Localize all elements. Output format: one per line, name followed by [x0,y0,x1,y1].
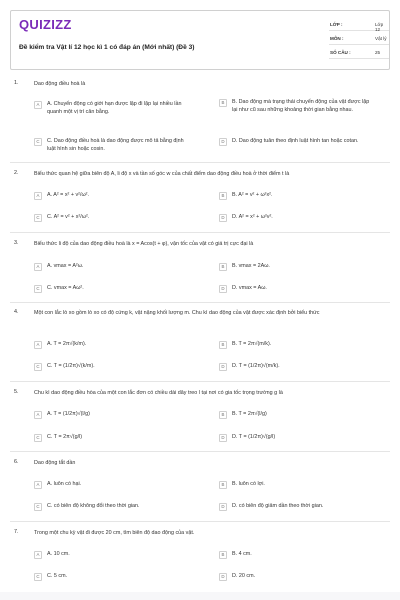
question-divider [10,451,390,452]
option-text: D. 20 cm. [232,573,256,579]
question-divider [10,232,390,233]
question-divider [10,521,390,522]
option-letter-box: B [219,341,227,349]
meta-row-class [329,17,389,31]
option-text: B. luôn có lợi. [232,481,265,487]
question-number: 6. [14,459,19,465]
option-text: A. vmax = A²ω. [47,263,84,269]
meta-row-count [329,45,389,59]
page-bottom-edge [0,592,400,600]
option-letter-box: C [34,138,42,146]
option-letter-box: C [34,285,42,293]
option-letter-box: A [34,192,42,200]
option-letter-box: A [34,481,42,489]
meta-key: MÔN : [330,36,344,41]
option-letter-box: B [219,263,227,271]
question-text: Chu kì dao động điều hòa của một con lắc đơn có chiều dài dây treo l tại nơi có gia tốc trọng trường g là [34,390,283,396]
option-text: B. T = 2π√(m/k). [232,341,272,347]
option-text: A. 10 cm. [47,551,70,557]
option-letter-box: C [34,503,42,511]
question-divider [10,381,390,382]
question-number: 3. [14,240,19,246]
question-number: 1. [14,80,19,86]
option-text: B. 4 cm. [232,551,252,557]
option-letter-box: C [34,214,42,222]
option-text: D. có biên độ giảm dần theo thời gian. [232,503,324,509]
option-text: D. Dao động tuân theo định luật hình tan hoặc cotan. [232,138,359,144]
option-letter-box: D [219,363,227,371]
question-text: Một con lắc lò xo gồm lò xo có độ cứng k, vật nặng khối lượng m. Chu kì dao động của vật được xác định bởi biểu thức [34,310,320,316]
option-letter-box: A [34,551,42,559]
page-title: Đề kiểm tra Vật lí 12 học kì 1 có đáp án (Mới nhất) (Đề 3) [19,44,195,51]
option-letter-box: B [219,192,227,200]
option-text: A. A² = x² + v²/ω². [47,192,89,198]
option-text: B. vmax = 2Aω. [232,263,270,269]
question-text: Biểu thức li độ của dao động điều hoà là x = Acos(t + φ), vận tốc của vật có giá trị cực đại là [34,241,254,247]
option-text: A. T = (1/2π)√(l/g) [47,411,90,417]
question-divider [10,162,390,163]
option-text: D. A² = x² + ω²v². [232,214,273,220]
question-text: Biểu thức quan hệ giữa biên độ A, li độ x và tần số góc w của chất điểm dao động điều hoà ở thời điểm t là [34,171,290,177]
option-letter-box: D [219,214,227,222]
worksheet-meta [329,17,389,59]
option-letter-box: B [219,411,227,419]
option-text: D. T = (1/2π)√(g/l) [232,434,276,440]
option-letter-box: C [34,434,42,442]
option-text: B. Dao động mà trạng thái chuyển động của vật được lặp lại như cũ sau những khoảng thời gian bằng nhau. [232,99,370,113]
question-divider [10,302,390,303]
option-letter-box: B [219,99,227,107]
option-text: D. T = (1/2π)√(m/k). [232,363,280,369]
option-text: A. T = 2π√(k/m). [47,341,87,347]
option-letter-box: B [219,551,227,559]
option-text: A. Chuyển động có giới hạn được lặp đi lặp lại nhiều lần quanh một vị trí cân bằng. [47,101,182,115]
option-text: A. luôn có hại. [47,481,82,487]
option-letter-box: B [219,481,227,489]
question-text: Trong một chu kỳ vật đi được 20 cm, tìm biên độ dao động của vật. [34,530,195,536]
option-text: C. vmax = Aω². [47,285,84,291]
option-letter-box: A [34,341,42,349]
meta-row-subject [329,31,389,45]
worksheet-header [10,10,390,70]
question-number: 7. [14,529,19,535]
meta-value: Lớp 12 [375,22,384,32]
option-text: D. vmax = Aω. [232,285,267,291]
option-text: C. 5 cm. [47,573,68,579]
option-letter-box: A [34,101,42,109]
option-text: C. Dao động điều hoà là dao động được mô tả bằng định luật hình sin hoặc cosin. [47,138,184,152]
quizizz-logo: QUIZIZZ [19,17,72,32]
option-letter-box: D [219,138,227,146]
question-text: Dao động điều hoà là [34,81,86,87]
meta-value: 25 [375,50,381,55]
question-number: 5. [14,389,19,395]
meta-key: LỚP : [330,22,343,27]
option-text: B. T = 2π√(l/g) [232,411,267,417]
meta-value: Vật lý [375,36,387,41]
option-letter-box: C [34,363,42,371]
option-text: C. T = (1/2π)√(k/m). [47,363,95,369]
option-text: C. T = 2π√(g/l) [47,434,83,440]
question-text: Dao động tắt dần [34,460,76,466]
option-letter-box: D [219,573,227,581]
option-letter-box: D [219,285,227,293]
option-letter-box: D [219,434,227,442]
option-letter-box: D [219,503,227,511]
option-text: C. có biên độ không đổi theo thời gian. [47,503,140,509]
question-number: 2. [14,170,19,176]
option-letter-box: C [34,573,42,581]
meta-key: SỐ CÂU : [330,50,351,55]
option-letter-box: A [34,411,42,419]
option-text: C. A² = v² + x²/ω². [47,214,90,220]
option-letter-box: A [34,263,42,271]
option-text: B. A² = v² + ω²x². [232,192,273,198]
question-number: 4. [14,309,19,315]
